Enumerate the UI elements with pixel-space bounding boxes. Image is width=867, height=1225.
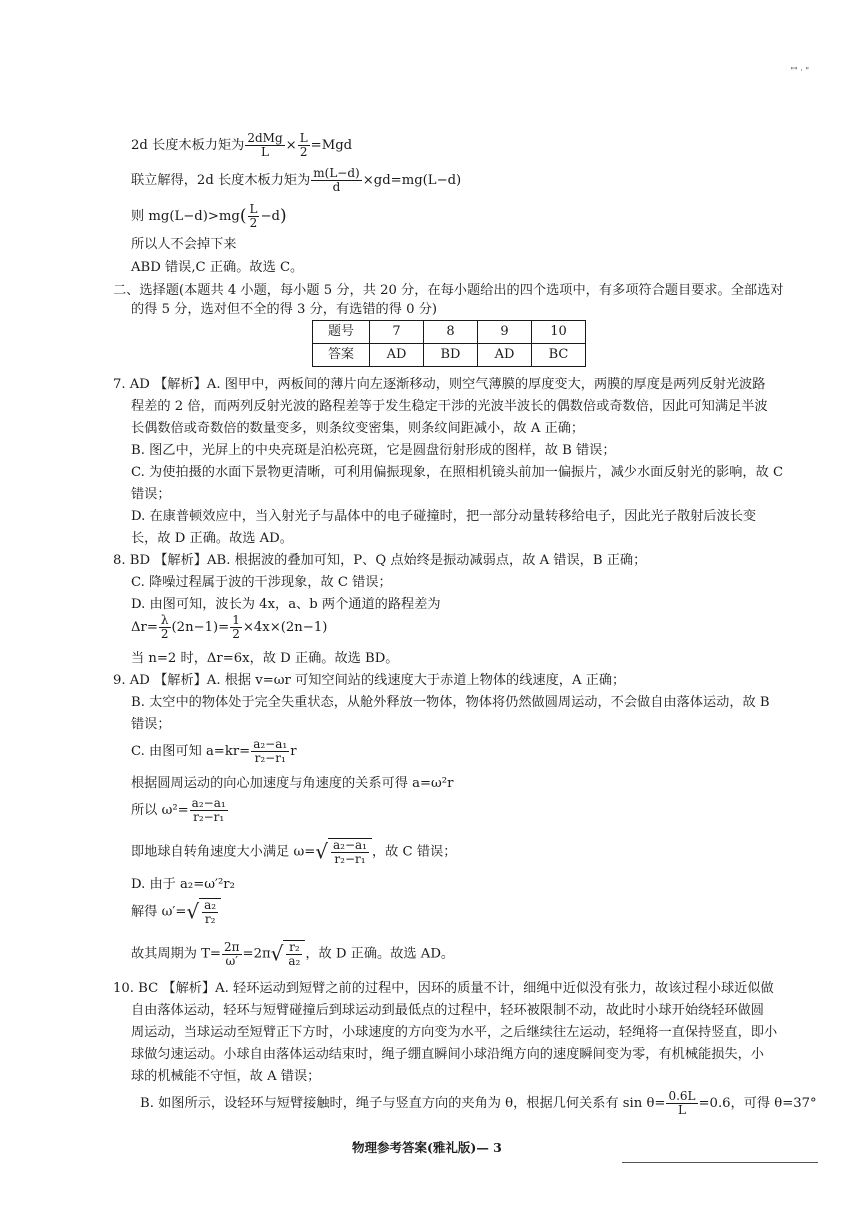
table-row: 答案 AD BD AD BC (313, 344, 586, 367)
section-2-heading: 二、选择题(本题共 4 小题，每小题 5 分，共 20 分，在每小题给出的四个选项中，有多项符合题目要求。全部选对 (113, 283, 784, 298)
q10-line: 周运动，当球运动至短臂正下方时，小球速度的方向变为水平，之后继续往左运动，轻绳将一直保持竖直，即小 (131, 1025, 778, 1040)
fraction: $\frac{\text{2dMg}}{L}$ (247, 131, 283, 160)
line-torque-2d: 2d 长度木板力矩为 $\frac{\text{2dMg}}{L}$ × $\frac{L}{2}$ =Mgd (131, 131, 353, 160)
q10-line: 球做匀速运动。小球自由落体运动结束时，绳子绷直瞬间小球沿绳方向的速度瞬间变为零，有机械能损失，小 (131, 1047, 764, 1062)
footer-rule (622, 1162, 818, 1163)
corner-mark: "" · " (790, 66, 809, 75)
fraction: $\frac{\text{a₂−a₁}}{\text{r₂−r₁}}$ (191, 796, 226, 825)
q7-line: 7. AD 【解析】A. 图甲中，两板间的薄片向左逐渐移动，则空气薄膜的厚度变大，两膜的厚度是两列反射光波路 (113, 377, 766, 392)
q8-line: 8. BD 【解析】AB. 根据波的叠加可知，P、Q 点始终是振动减弱点，故 A 错误，B 正确； (113, 553, 647, 568)
q9-sqrt-eq: 即地球自转角速度大小满足 ω=√ $\frac{\text{a₂−a₁}}{\text{r₂−r₁}}$ ，故 C 错误； (131, 838, 457, 867)
fraction: $\frac{L}{2}$ (249, 202, 258, 231)
q9-solve-eq: 解得 ω′=√ $\frac{\text{a₂}}{\text{r₂}}$ (131, 898, 221, 926)
fraction: $\frac{2\pi}{\omega'}$ (223, 939, 240, 968)
q8-line: C. 降噪过程属于波的干涉现象，故 C 错误； (131, 575, 392, 590)
q10-line: 球的机械能不守恒，故 A 错误； (131, 1069, 321, 1084)
q8-equation: Δr= $\frac{\lambda}{2}$ (2n−1)= $\frac{1}{2}$ ×4x×(2n−1) (131, 613, 328, 642)
q9-line: 9. AD 【解析】A. 根据 v=ωr 可知空间站的线速度大于赤道上物体的线速度，A 正确； (113, 673, 626, 688)
q9-period-eq: 故其周期为 T= $\frac{2\pi}{\omega'}$ =2π√ $\frac{\text{r₂}}{\text{a₂}}$ ，故 D 正确。故选 AD。 (131, 939, 455, 969)
fraction: $\frac{\text{r₂}}{\text{a₂}}$ (288, 940, 301, 969)
q9-line: 根据圆周运动的向心加速度与角速度的关系可得 a=ω²r (131, 776, 454, 791)
q9-line: D. 由于 a₂=ω′²r₂ (131, 877, 235, 892)
q9-line: B. 太空中的物体处于完全失重状态，从舱外释放一物体，物体将仍然做圆周运动，不会做自由落体运动，故 B (131, 695, 770, 710)
line-inequality: 则 mg(L−d)>mg( $\frac{L}{2}$ −d) (131, 202, 287, 231)
q7-line: C. 为使拍摄的水面下景物更清晰，可利用偏振现象，在照相机镜头前加一偏振片，减少水面反射光的影响，故 C (131, 465, 784, 480)
q8-line: D. 由图可知，波长为 4x，a、b 两个通道的路程差为 (131, 597, 441, 612)
q7-line: 程差的 2 倍，而两列反射光波的路程差等于发生稳定干涉的光波半波长的偶数倍或奇数倍，因此可知满足半波 (131, 399, 768, 414)
page-footer: 物理参考答案(雅礼版)— 3 (352, 1140, 502, 1155)
q9-line: 错误； (131, 717, 171, 732)
line-combine-solve: 联立解得，2d 长度木板力矩为 $\frac{m(L-d)}{d}$ ×gd=mg(L−d) (131, 166, 462, 195)
section-2-heading-cont: 的得 5 分，选对但不全的得 3 分，有选错的得 0 分) (131, 302, 438, 317)
q7-line: D. 在康普顿效应中，当入射光子与晶体中的电子碰撞时，把一部分动量转移给电子，因此光子散射后波长变 (131, 509, 757, 524)
q7-line: 长，故 D 正确。故选 AD。 (131, 531, 293, 546)
fraction: $\frac{L}{2}$ (299, 131, 308, 160)
q9-omega-eq: 所以 ω²= $\frac{\text{a₂−a₁}}{\text{r₂−r₁}}$ (131, 796, 226, 825)
fraction: $\frac{\text{a₂−a₁}}{\text{r₂−r₁}}$ (253, 737, 288, 766)
q7-line: B. 图乙中，光屏上的中央亮斑是泊松亮斑，它是圆盘衍射形成的图样，故 B 错误； (131, 443, 616, 458)
q10-b-equation: B. 如图所示，设轻环与短臂接触时，绳子与竖直方向的夹角为 θ，根据几何关系有 sin θ= $\frac{0.6L}{L}$ =0.6，可得 θ=37° (140, 1089, 817, 1118)
fraction: $\frac{0.6L}{L}$ (668, 1089, 696, 1118)
fraction: $\frac{\text{a₂−a₁}}{\text{r₂−r₁}}$ (333, 838, 367, 867)
line-answer-c: ABD 错误,C 正确。故选 C。 (131, 260, 304, 275)
fraction: $\frac{m(L-d)}{d}$ (313, 166, 360, 195)
line-conclusion: 所以人不会掉下来 (131, 237, 237, 252)
q10-line: 自由落体运动，轻环与短臂碰撞后到球运动到最低点的过程中，轻环被限制不动，故此时小球开始绕轻环做圆 (131, 1003, 764, 1018)
fraction: $\frac{1}{2}$ (232, 613, 240, 642)
fraction: $\frac{\text{a₂}}{\text{r₂}}$ (204, 898, 217, 927)
q10-line: 10. BC 【解析】A. 轻环运动到短臂之前的过程中，因环的质量不计，细绳中近似没有张力，故该过程小球近似做 (113, 981, 774, 996)
q7-line: 长偶数倍或奇数倍的数量变多，则条纹变密集，则条纹间距减小，故 A 正确； (131, 421, 585, 436)
fraction: $\frac{\lambda}{2}$ (160, 613, 169, 642)
q8-line: 当 n=2 时，Δr=6x，故 D 正确。故选 BD。 (131, 651, 399, 666)
answer-table (312, 320, 586, 367)
table-row: 题号 7 8 9 10 (313, 321, 586, 344)
q9-c-equation: C. 由图可知 a=kr= $\frac{\text{a₂−a₁}}{\text{r₂−r₁}}$ r (131, 737, 297, 766)
q7-line: 错误； (131, 487, 171, 502)
